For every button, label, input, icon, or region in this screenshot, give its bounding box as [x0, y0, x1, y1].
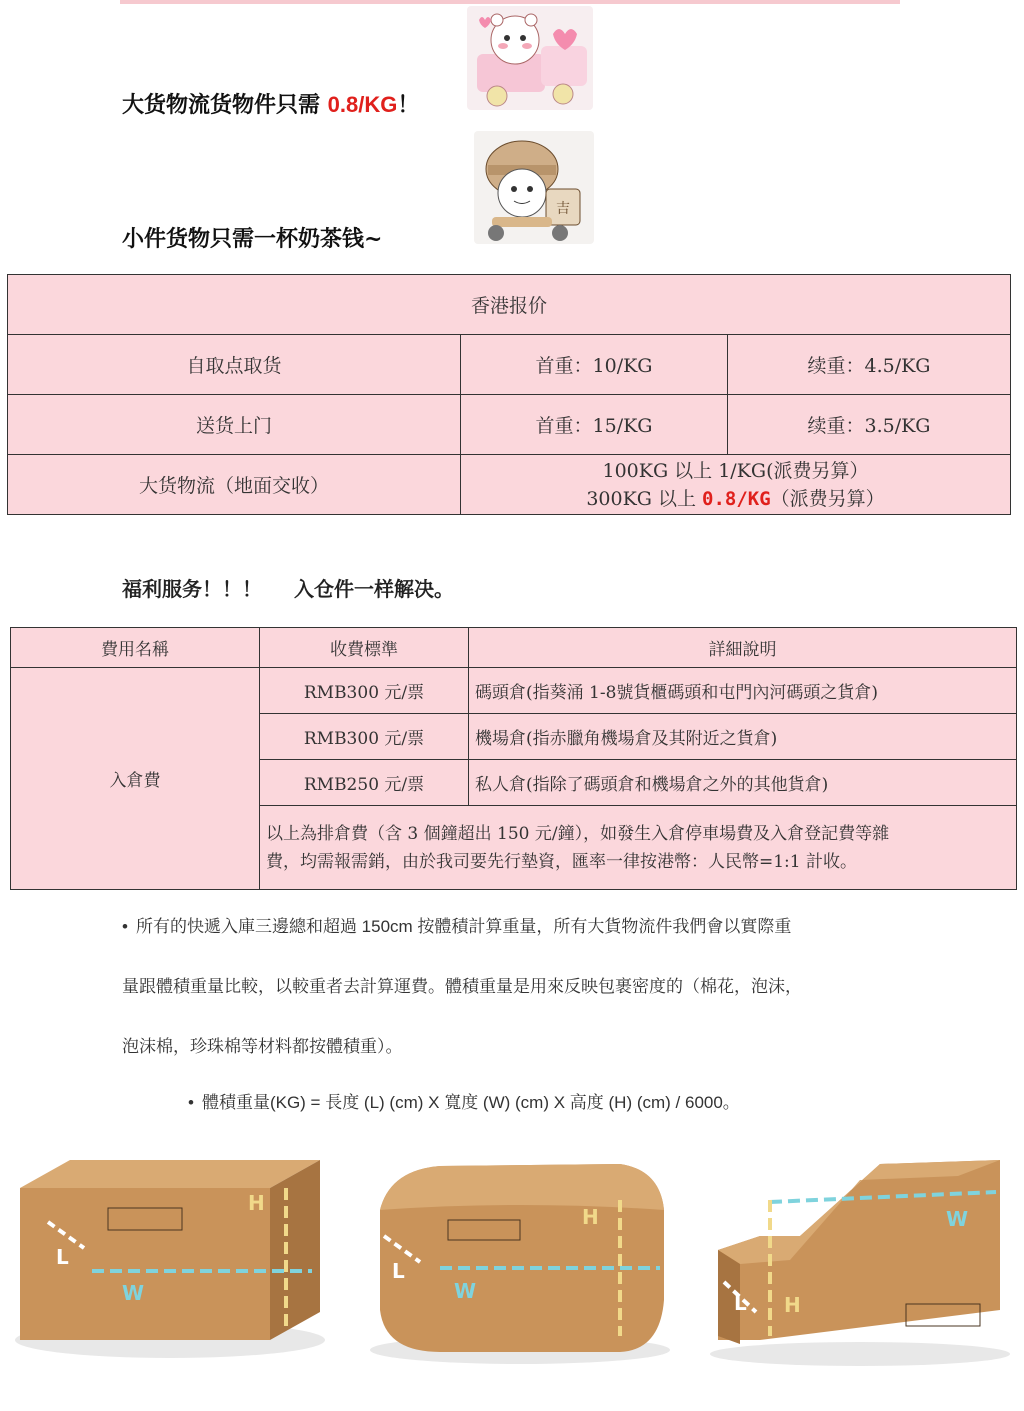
svg-text:L: L: [56, 1245, 69, 1269]
fee-price: RMB300 元/票: [260, 714, 469, 760]
top-divider: [120, 0, 900, 4]
bear-truck-sticker: [467, 6, 593, 110]
warehouse-fee-table: [10, 627, 1017, 890]
table-row: [8, 335, 1011, 395]
first-weight-price: 首重：15/KG: [461, 395, 728, 455]
stepped-box-illustration: [710, 1160, 1010, 1366]
bulk-price-line1: 100KG 以上 1/KG(派费另算）: [602, 459, 869, 482]
promo-big-text: 大货物流货物件只需: [122, 92, 328, 118]
table-row: [8, 395, 1011, 455]
delivery-method: 自取点取货: [8, 335, 461, 395]
svg-text:H: H: [248, 1191, 265, 1215]
promo-big-suffix: ！: [397, 92, 420, 118]
fee-desc: 機場倉(指赤臘角機場倉及其附近之貨倉): [469, 714, 1017, 760]
welfare-subtitle: 入仓件一样解决。: [294, 577, 454, 601]
rect-box-illustration: [15, 1160, 325, 1358]
volume-note: [122, 912, 791, 937]
delivery-meme-sticker: [474, 131, 594, 244]
round-box-illustration: [370, 1164, 670, 1364]
delivery-method: 大货物流（地面交收）: [8, 455, 461, 515]
promo-small-cargo: 小件货物只需一杯奶茶钱~: [122, 226, 383, 252]
bulk-price-line2: 300KG 以上 0.8/KG（派费另算）: [586, 487, 885, 510]
col-header-details: 詳細說明: [469, 628, 1017, 668]
volume-note-line1: 所有的快遞入庫三邊總和超過 150cm 按體積計算重量，所有大貨物流件我們會以實際重: [135, 917, 792, 936]
box-dimension-illustrations: [0, 1140, 1024, 1370]
col-header-fee-name: 費用名稱: [11, 628, 260, 668]
formula-note: [188, 1088, 740, 1113]
fee-desc: 碼頭倉(指葵涌 1-8號貨櫃碼頭和屯門內河碼頭之貨倉): [469, 668, 1017, 714]
fee-note: [260, 806, 1017, 890]
welfare-title: 福利服务！！！: [122, 577, 262, 601]
svg-text:L: L: [392, 1259, 405, 1283]
table-row: [11, 668, 1017, 714]
volume-note-line2: 量跟體積重量比較，以較重者去計算運費。體積重量是用來反映包裹密度的（棉花，泡沫，: [122, 977, 802, 996]
bulk-price-cell: [461, 455, 1011, 515]
svg-text:H: H: [784, 1293, 801, 1317]
first-weight-price: 首重：10/KG: [461, 335, 728, 395]
promo-big-cargo: [122, 88, 419, 119]
svg-text:W: W: [454, 1279, 477, 1303]
fee-desc: 私人倉(指除了碼頭倉和機場倉之外的其他貨倉): [469, 760, 1017, 806]
bullet-icon: •: [122, 917, 128, 936]
svg-text:W: W: [946, 1207, 969, 1231]
svg-text:L: L: [734, 1291, 747, 1315]
col-header-fee-standard: 收費標準: [260, 628, 469, 668]
fee-note-line1: 以上為排倉費（含 3 個鐘超出 150 元/鐘），如發生入倉停車場費及入倉登記費等雜: [266, 823, 890, 844]
hk-price-table: [7, 274, 1011, 515]
fee-price: RMB300 元/票: [260, 668, 469, 714]
extra-weight-price: 续重：4.5/KG: [728, 335, 1011, 395]
delivery-method: 送货上门: [8, 395, 461, 455]
svg-text:W: W: [122, 1281, 145, 1305]
bullet-icon: •: [188, 1093, 194, 1112]
bulk-price-highlight: 0.8/KG: [702, 487, 771, 510]
welfare-heading: [122, 573, 486, 602]
volume-note-line3: 泡沫棉，珍珠棉等材料都按體積重）。: [122, 1037, 403, 1056]
svg-text:H: H: [582, 1205, 599, 1229]
extra-weight-price: 续重：3.5/KG: [728, 395, 1011, 455]
hk-table-title: 香港报价: [8, 275, 1011, 335]
fee-price: RMB250 元/票: [260, 760, 469, 806]
table-header-row: [11, 628, 1017, 668]
fee-name: 入倉費: [11, 668, 260, 890]
formula-text: 體積重量(KG) = 長度 (L) (cm) X 寬度 (W) (cm) X 高度 (H) (cm) / 6000。: [201, 1093, 740, 1112]
fee-note-line2: 費，均需報需銷，由於我司要先行墊資，匯率一律按港幣：人民幣=1:1 計收。: [266, 851, 858, 872]
promo-big-price: 0.8/KG: [327, 92, 398, 117]
svg-text:吉: 吉: [556, 201, 570, 217]
table-row: [8, 455, 1011, 515]
